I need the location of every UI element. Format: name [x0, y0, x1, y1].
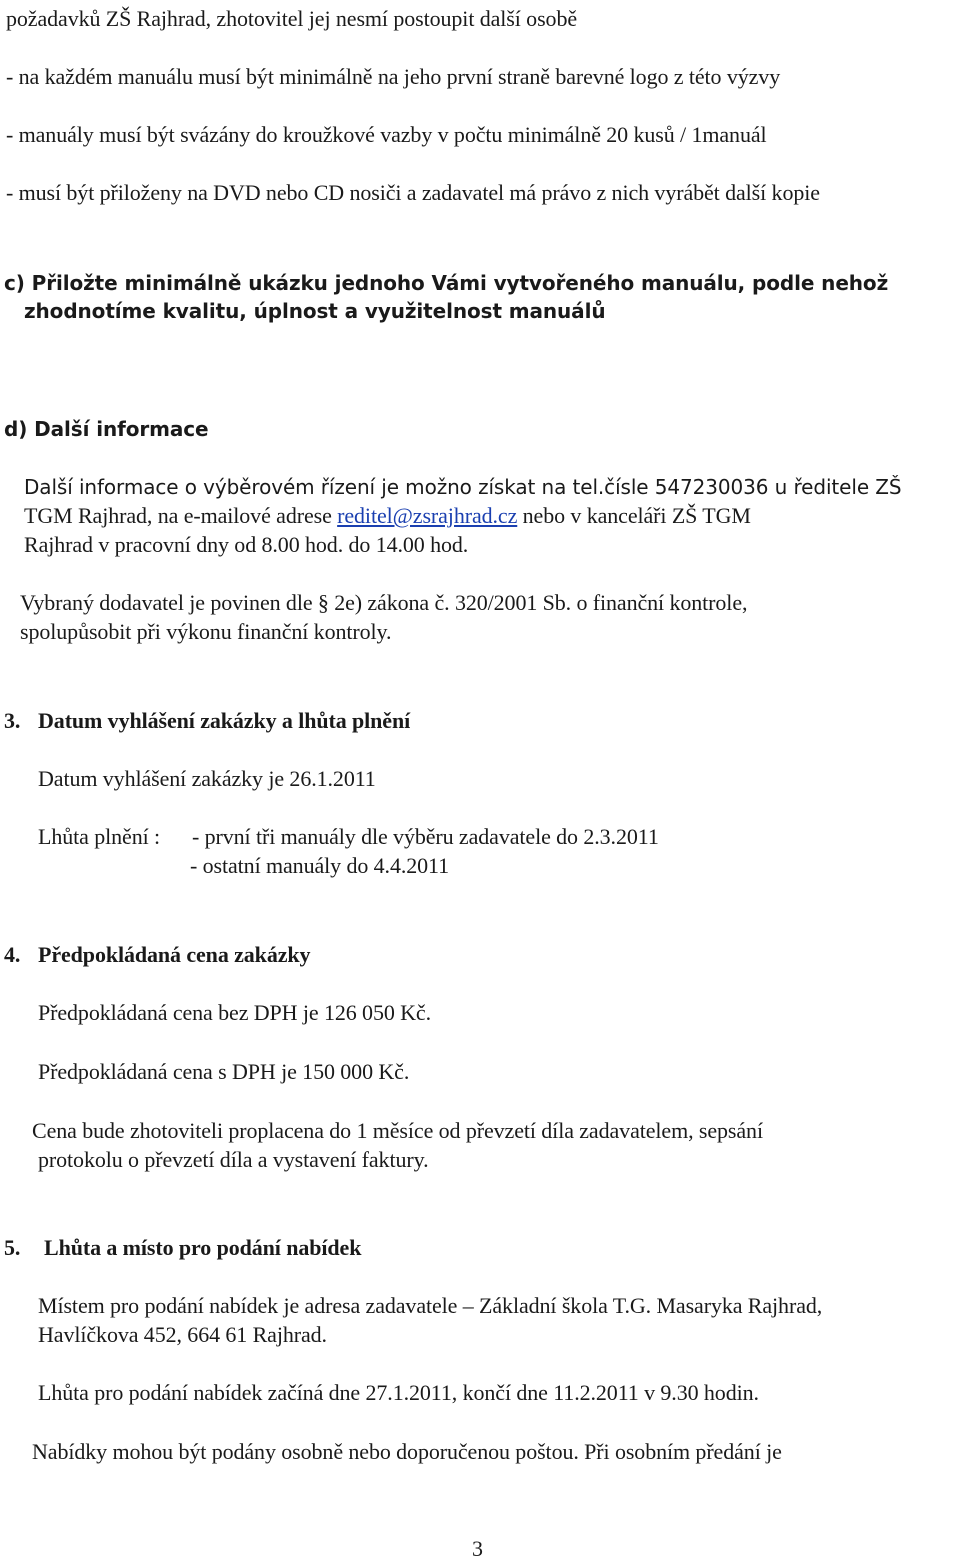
section-d-heading: d) Další informace — [4, 417, 209, 441]
price-line: Předpokládaná cena bez DPH je 126 050 Kč. — [38, 1000, 431, 1025]
section-3-title: Datum vyhlášení zakázky a lhůta plnění — [38, 708, 411, 733]
payment-line: Cena bude zhotoviteli proplacena do 1 měsíce od převzetí díla zadavatelem, sepsání — [32, 1118, 763, 1143]
info-line: Další informace o výběrovém řízení je možno získat na tel.čísle 547230036 u ředitele ZŠ — [24, 475, 902, 499]
section-c-line: zhodnotíme kvalitu, úplnost a využitelnost manuálů — [24, 299, 606, 323]
section-c-line: c) Přiložte minimálně ukázku jednoho Vámi vytvořeného manuálu, podle nehož — [4, 271, 889, 295]
email-link[interactable]: reditel@zsrajhrad.cz — [337, 503, 518, 528]
deadline-item: - první tři manuály dle výběru zadavatele do 2.3.2011 — [192, 824, 659, 849]
section-3-number: 3. — [4, 708, 21, 733]
period-line: Lhůta pro podání nabídek začíná dne 27.1.2011, končí dne 11.2.2011 v 9.30 hodin. — [38, 1380, 759, 1405]
info-line — [24, 501, 751, 531]
supplier-line: spolupůsobit při výkonu finanční kontroly. — [20, 619, 392, 644]
place-line: Místem pro podání nabídek je adresa zadavatele – Základní škola T.G. Masaryka Rajhrad, — [38, 1293, 823, 1318]
deadline-item: - ostatní manuály do 4.4.2011 — [190, 853, 450, 878]
intro-line: - na každém manuálu musí být minimálně na jeho první straně barevné logo z této výzvy — [6, 64, 781, 89]
intro-line: - musí být přiloženy na DVD nebo CD nosiči a zadavatel má právo z nich vyrábět další kopie — [6, 180, 820, 205]
section-5-number: 5. — [4, 1235, 21, 1260]
intro-line: - manuály musí být svázány do kroužkové vazby v počtu minimálně 20 kusů / 1manuál — [6, 122, 767, 147]
intro-line: požadavků ZŠ Rajhrad, zhotovitel jej nesmí postoupit další osobě — [6, 6, 578, 31]
price-line: Předpokládaná cena s DPH je 150 000 Kč. — [38, 1059, 410, 1084]
announcement-date: Datum vyhlášení zakázky je 26.1.2011 — [38, 766, 376, 791]
section-4-number: 4. — [4, 942, 21, 967]
delivery-line: Nabídky mohou být podány osobně nebo doporučenou poštou. Při osobním předání je — [32, 1439, 782, 1464]
supplier-line: Vybraný dodavatel je povinen dle § 2e) zákona č. 320/2001 Sb. o finanční kontrole, — [20, 590, 748, 615]
place-line: Havlíčkova 452, 664 61 Rajhrad. — [38, 1322, 327, 1347]
info-line: Rajhrad v pracovní dny od 8.00 hod. do 14.00 hod. — [24, 532, 469, 557]
info-line-text: nebo v kanceláři ZŠ TGM — [517, 503, 751, 528]
info-line-text: TGM Rajhrad, na e-mailové adrese — [24, 503, 338, 528]
deadline-label: Lhůta plnění : — [38, 824, 161, 849]
section-4-title: Předpokládaná cena zakázky — [38, 942, 311, 967]
section-5-title: Lhůta a místo pro podání nabídek — [44, 1235, 362, 1260]
page-number: 3 — [472, 1536, 483, 1561]
payment-line: protokolu o převzetí díla a vystavení faktury. — [38, 1147, 429, 1172]
